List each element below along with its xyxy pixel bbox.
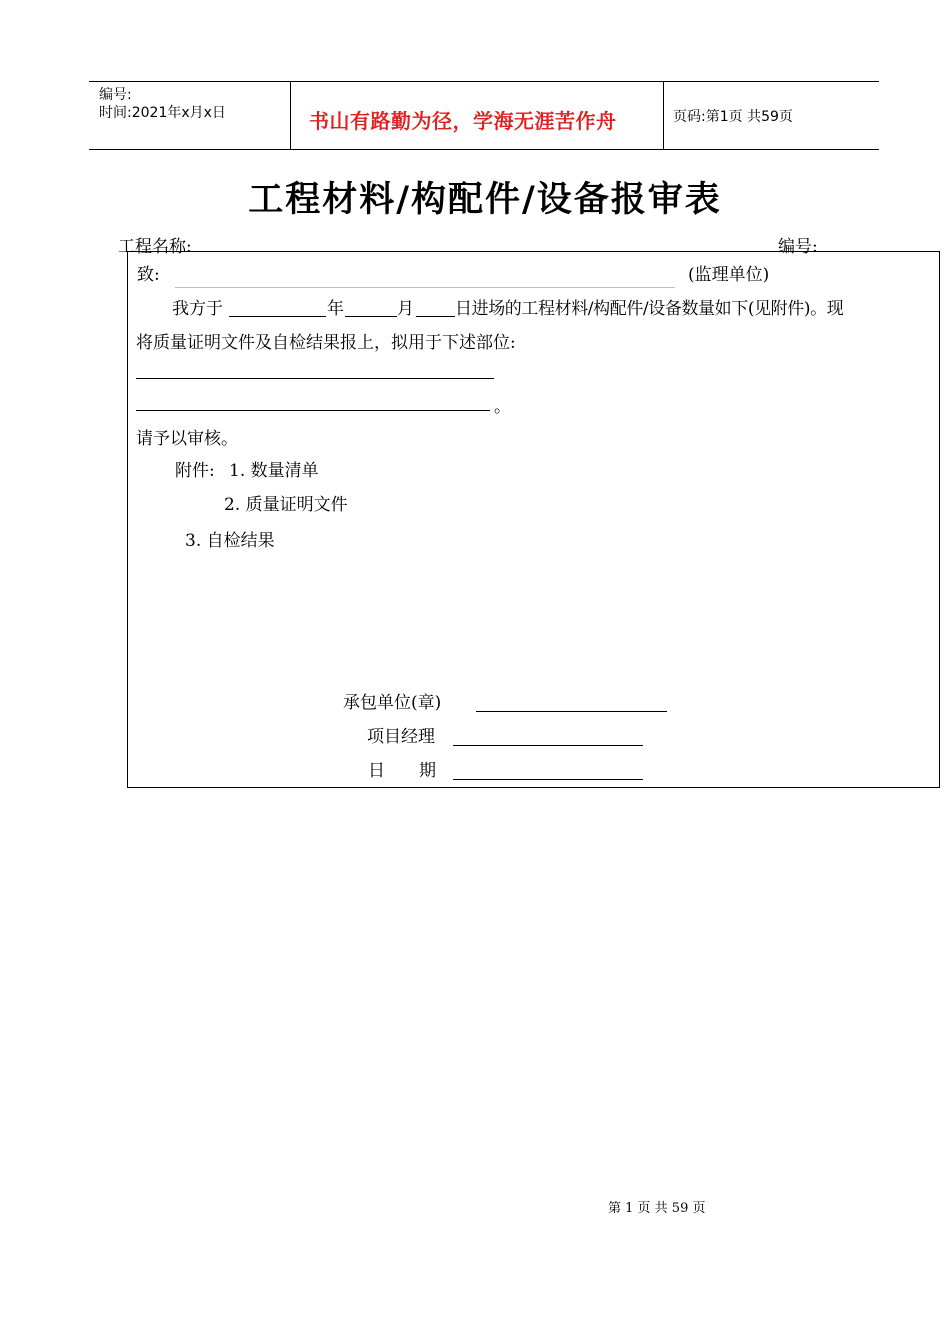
- header-divider-left: [290, 82, 291, 149]
- attachment-item-3: 3. 自检结果: [185, 531, 275, 551]
- number-label: 编号:: [778, 237, 818, 257]
- header-code-label: 编号:: [99, 87, 132, 103]
- year-label: 年: [327, 299, 344, 319]
- date-blank[interactable]: [453, 779, 643, 780]
- date-label: 日 期: [368, 761, 436, 781]
- attachments-label: 附件:: [175, 461, 215, 481]
- header-page-info: 页码:第1页 共59页: [673, 109, 793, 125]
- header-time-label: 时间:2021年x月x日: [99, 105, 226, 121]
- day-blank[interactable]: [416, 316, 455, 317]
- arrival-text-start: 我方于: [172, 299, 223, 319]
- contractor-blank[interactable]: [476, 711, 667, 712]
- location-blank-1[interactable]: [136, 378, 494, 379]
- manager-blank[interactable]: [453, 745, 643, 746]
- month-label: 月: [397, 299, 414, 319]
- attachment-item-2: 2. 质量证明文件: [224, 495, 348, 515]
- year-blank[interactable]: [229, 316, 326, 317]
- month-blank[interactable]: [345, 316, 397, 317]
- request-text: 请予以审核。: [136, 429, 238, 449]
- supervisor-blank[interactable]: [175, 287, 675, 288]
- project-name-label: 工程名称:: [118, 237, 192, 257]
- header-motto: 书山有路勤为径，学海无涯苦作舟: [309, 109, 617, 133]
- location-period: 。: [494, 397, 511, 417]
- location-blank-2[interactable]: [136, 410, 490, 411]
- header-divider-right: [663, 82, 664, 149]
- to-label: 致:: [137, 265, 160, 285]
- contractor-label: 承包单位(章): [343, 693, 442, 713]
- arrival-text-end: 日进场的工程材料/构配件/设备数量如下(见附件)。现: [455, 299, 844, 319]
- attachment-item-1: 1. 数量清单: [229, 461, 319, 481]
- header-top-rule: [89, 81, 879, 82]
- manager-label: 项目经理: [367, 727, 435, 747]
- header-bottom-rule: [89, 149, 879, 150]
- submission-text: 将质量证明文件及自检结果报上，拟用于下述部位:: [136, 333, 516, 353]
- footer-page-number: 第 1 页 共 59 页: [608, 1201, 706, 1216]
- page-title: 工程材料/构配件/设备报审表: [248, 180, 722, 220]
- supervisor-label: (监理单位): [688, 265, 770, 285]
